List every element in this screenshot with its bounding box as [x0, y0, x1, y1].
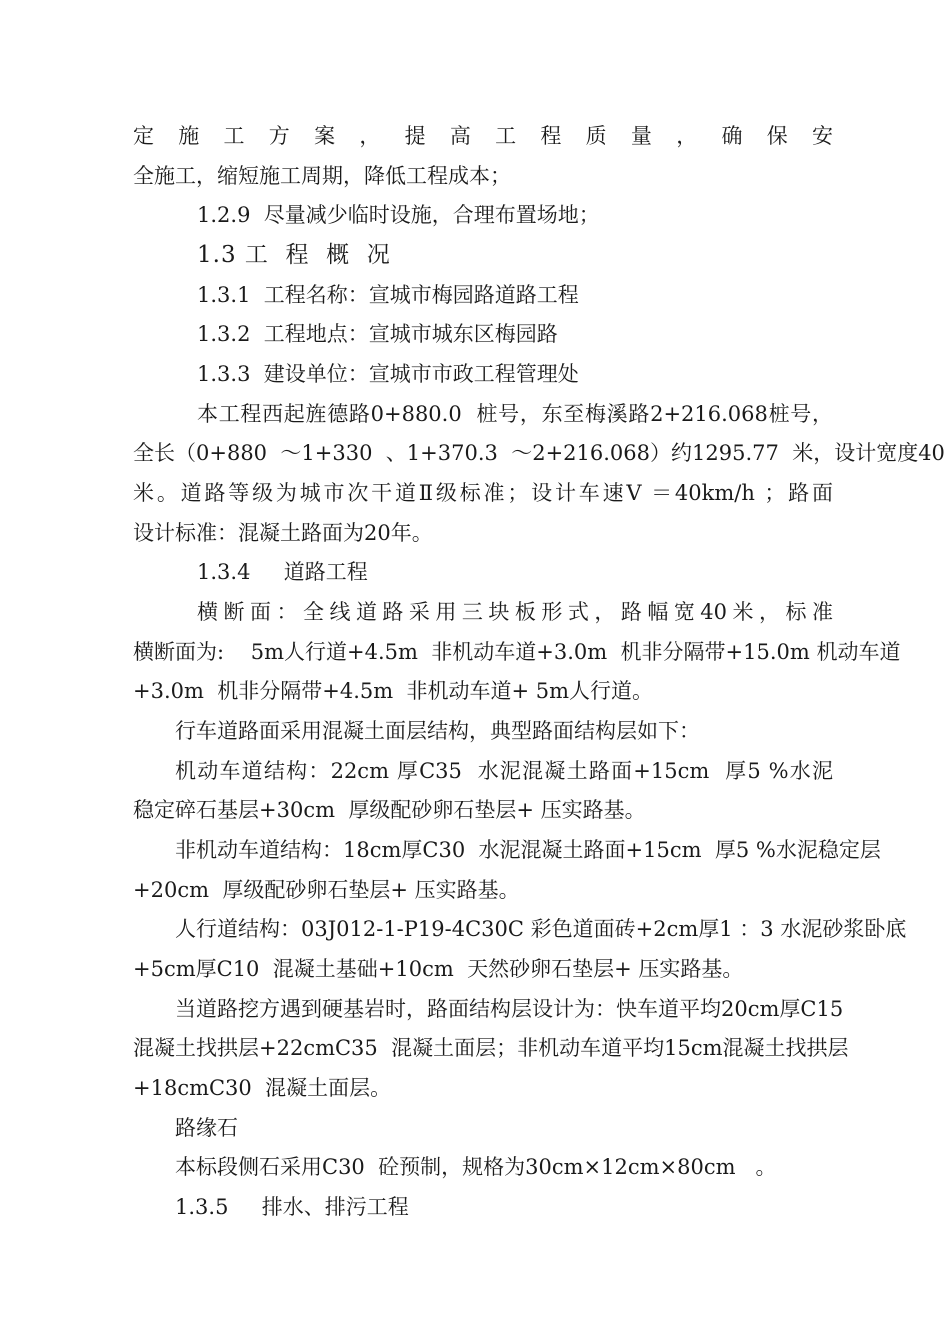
- paragraph-line: +18cmC30 混凝土面层。: [133, 1076, 392, 1100]
- paragraph-line: 1.3.2 工程地点：宣城市城东区梅园路: [197, 322, 558, 346]
- paragraph-line: 横断面：全线道路采用三块板形式，路幅宽40米，标准: [197, 600, 833, 624]
- paragraph-line: +5cm厚C10 混凝土基础+10cm 天然砂卵石垫层+ 压实路基。: [133, 957, 744, 981]
- paragraph-line: 当道路挖方遇到硬基岩时，路面结构层设计为：快车道平均20cm厚C15: [175, 997, 844, 1021]
- paragraph-line: 全施工，缩短施工周期，降低工程成本；: [133, 164, 511, 188]
- paragraph-line: 1.3.3 建设单位：宣城市市政工程管理处: [197, 362, 579, 386]
- paragraph-line: +3.0m 机非分隔带+4.5m 非机动车道+ 5m人行道。: [133, 679, 654, 703]
- subsection-heading: 1.3.5 排水、排污工程: [175, 1195, 409, 1219]
- paragraph-line: 米。道路等级为城市次干道Ⅱ级标准；设计车速V ＝40km/h ；路面: [133, 481, 833, 505]
- subsection-heading: 路缘石: [175, 1116, 238, 1140]
- paragraph-line: 定 施 工 方 案 ， 提 高 工 程 质 量 ， 确 保 安: [133, 124, 833, 148]
- subsection-heading: 1.3.4 道路工程: [197, 560, 368, 584]
- paragraph-line: 混凝土找拱层+22cmC35 混凝土面层；非机动车道平均15cm混凝土找拱层: [133, 1036, 849, 1060]
- paragraph-line: 设计标准：混凝土路面为20年。: [133, 521, 433, 545]
- paragraph-line: 非机动车道结构：18cm厚C30 水泥混凝土路面+15cm 厚5 %水泥稳定层: [175, 838, 881, 862]
- paragraph-line: 本工程西起旌德路0+880.0 桩号，东至梅溪路2+216.068桩号，: [197, 402, 833, 426]
- paragraph-line: 本标段侧石采用C30 砼预制，规格为30cm×12cm×80cm 。: [175, 1155, 777, 1179]
- paragraph-line: 行车道路面采用混凝土面层结构，典型路面结构层如下：: [175, 719, 700, 743]
- section-heading: 1.3 工 程 概 况: [197, 242, 391, 268]
- paragraph-line: 人行道结构：03J012-1-P19-4C30C 彩色道面砖+2cm厚1 ：3 水泥砂浆卧底: [175, 917, 907, 941]
- paragraph-line: 1.2.9 尽量减少临时设施，合理布置场地；: [197, 203, 600, 227]
- paragraph-line: 稳定碎石基层+30cm 厚级配砂卵石垫层+ 压实路基。: [133, 798, 646, 822]
- paragraph-line: 机动车道结构：22cm 厚C35 水泥混凝土路面+15cm 厚5 %水泥: [175, 759, 833, 783]
- paragraph-line: 全长（0+880 ～1+330 、1+370.3 ～2+216.068）约1295.77 米，设计宽度40: [133, 441, 945, 465]
- paragraph-line: 横断面为: 5m人行道+4.5m 非机动车道+3.0m 机非分隔带+15.0m 机动车道: [133, 640, 901, 664]
- paragraph-line: +20cm 厚级配砂卵石垫层+ 压实路基。: [133, 878, 520, 902]
- paragraph-line: 1.3.1 工程名称：宣城市梅园路道路工程: [197, 283, 579, 307]
